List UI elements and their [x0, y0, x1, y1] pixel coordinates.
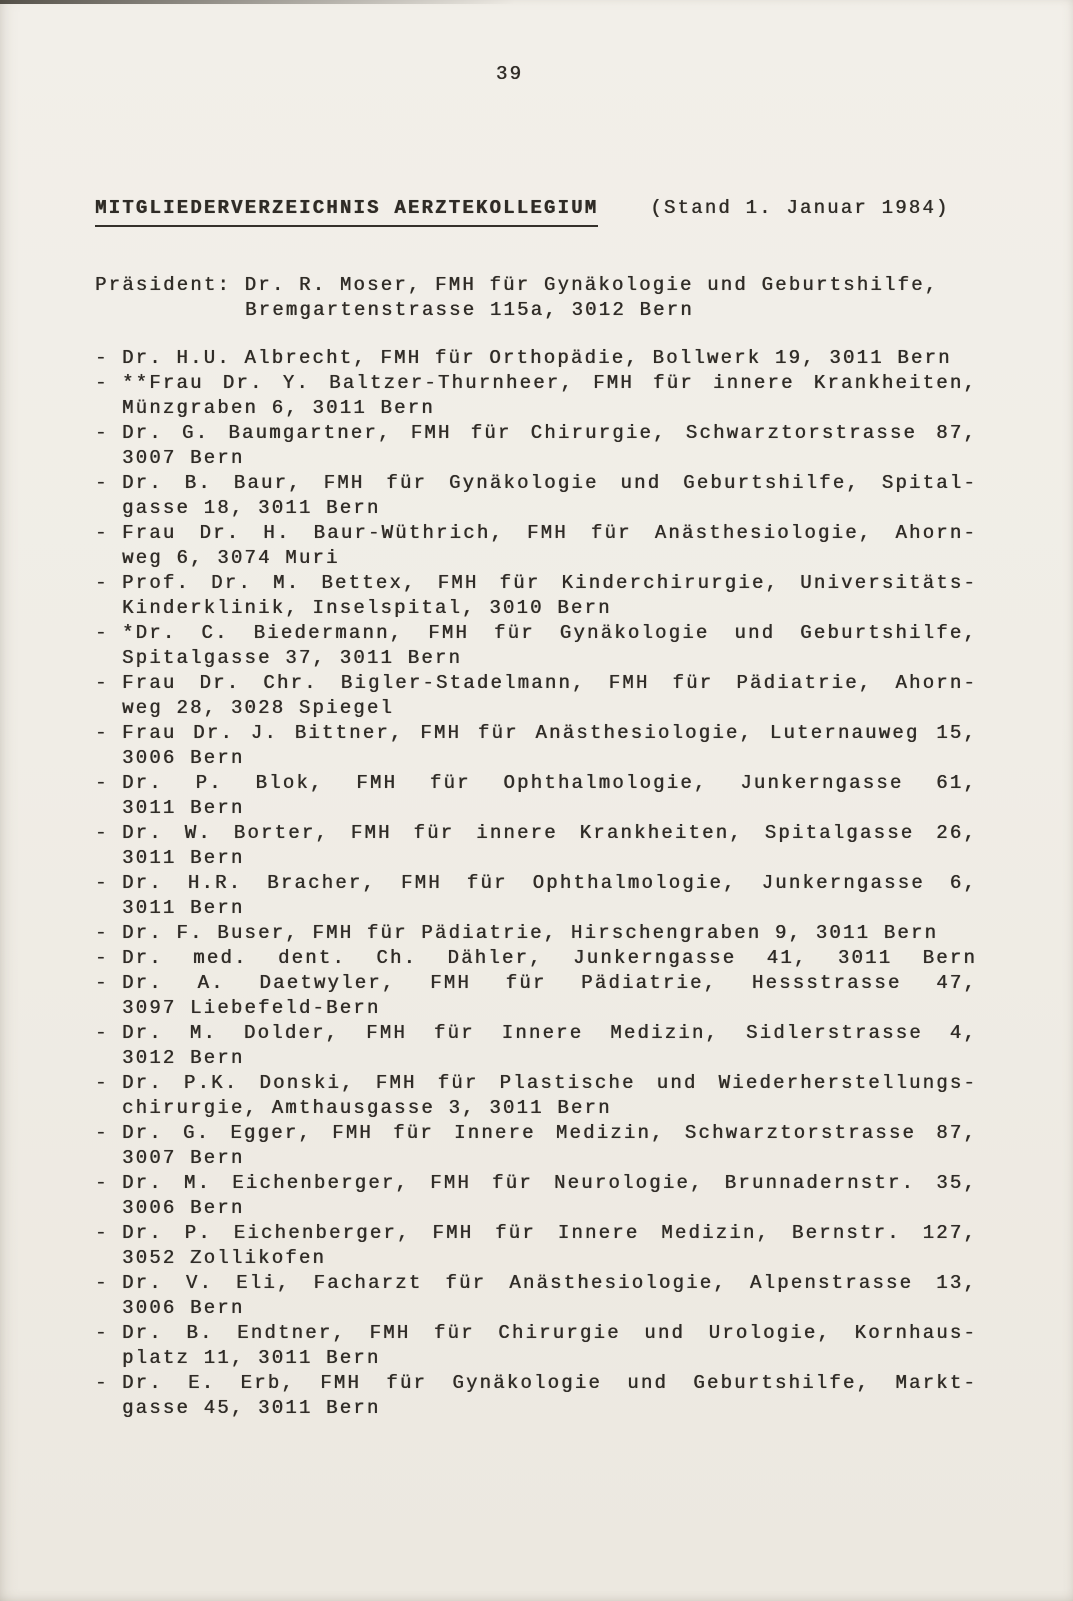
member-entry	[95, 571, 977, 621]
member-line: Dr. H.U. Albrecht, FMH für Orthopädie, Bollwerk 19, 3011 Bern	[122, 347, 952, 369]
member-line: Dr. H.R. Bracher, FMH für Ophthalmologie, Junkerngasse 6,	[122, 872, 977, 894]
member-entry	[95, 1121, 977, 1171]
praesident-line-1: Präsident: Dr. R. Moser, FMH für Gynäkologie und Geburtshilfe,	[95, 274, 939, 296]
member-entry	[95, 621, 977, 671]
member-entry	[95, 1321, 977, 1371]
member-line: Münzgraben 6, 3011 Bern	[122, 397, 435, 419]
list-dash-marker: -	[95, 722, 109, 744]
list-dash-marker: -	[95, 1172, 109, 1194]
member-line: Dr. B. Endtner, FMH für Chirurgie und Urologie, Kornhaus-	[122, 1322, 977, 1344]
member-line: 3006 Bern	[122, 1197, 245, 1219]
member-entry	[95, 1021, 977, 1071]
member-line: Dr. P. Blok, FMH für Ophthalmologie, Junkerngasse 61,	[122, 772, 977, 794]
member-entry	[95, 521, 977, 571]
member-line: gasse 45, 3011 Bern	[122, 1397, 381, 1419]
list-dash-marker: -	[95, 522, 109, 544]
list-dash-marker: -	[95, 1272, 109, 1294]
list-dash-marker: -	[95, 347, 109, 369]
member-line: Frau Dr. H. Baur-Wüthrich, FMH für Anästhesiologie, Ahorn-	[122, 522, 977, 544]
member-line: 3007 Bern	[122, 1147, 245, 1169]
member-line: 3052 Zollikofen	[122, 1247, 327, 1269]
list-dash-marker: -	[95, 622, 109, 644]
member-line: Dr. G. Egger, FMH für Innere Medizin, Schwarztorstrasse 87,	[122, 1122, 977, 1144]
member-line: Dr. M. Eichenberger, FMH für Neurologie, Brunnadernstr. 35,	[122, 1172, 977, 1194]
praesident-block	[95, 273, 977, 323]
member-entry	[95, 421, 977, 471]
member-entry	[95, 771, 977, 821]
list-dash-marker: -	[95, 972, 109, 994]
member-line: 3011 Bern	[122, 847, 245, 869]
member-entry	[95, 1221, 977, 1271]
list-dash-marker: -	[95, 672, 109, 694]
member-entry	[95, 671, 977, 721]
list-dash-marker: -	[95, 922, 109, 944]
list-dash-marker: -	[95, 1122, 109, 1144]
member-line: Dr. P. Eichenberger, FMH für Innere Medizin, Bernstr. 127,	[122, 1222, 977, 1244]
member-line: Dr. P.K. Donski, FMH für Plastische und Wiederherstellungs-	[122, 1072, 977, 1094]
member-entry	[95, 971, 977, 1021]
stand-date-note: (Stand 1. Januar 1984)	[650, 197, 950, 219]
member-line: weg 6, 3074 Muri	[122, 547, 340, 569]
member-entry	[95, 946, 977, 971]
member-line: Frau Dr. J. Bittner, FMH für Anästhesiologie, Luternauweg 15,	[122, 722, 977, 744]
list-dash-marker: -	[95, 1322, 109, 1344]
list-dash-marker: -	[95, 422, 109, 444]
member-entry	[95, 821, 977, 871]
member-entry	[95, 921, 977, 946]
list-dash-marker: -	[95, 947, 109, 969]
member-entry	[95, 371, 977, 421]
member-line: weg 28, 3028 Spiegel	[122, 697, 395, 719]
member-line: 3012 Bern	[122, 1047, 245, 1069]
member-line: **Frau Dr. Y. Baltzer-Thurnheer, FMH für innere Krankheiten,	[122, 372, 977, 394]
member-entry	[95, 471, 977, 521]
list-dash-marker: -	[95, 1022, 109, 1044]
member-line: Dr. G. Baumgartner, FMH für Chirurgie, Schwarztorstrasse 87,	[122, 422, 977, 444]
member-line: Dr. med. dent. Ch. Dähler, Junkerngasse 41, 3011 Bern	[122, 947, 977, 969]
member-line: Dr. A. Daetwyler, FMH für Pädiatrie, Hessstrasse 47,	[122, 972, 977, 994]
list-dash-marker: -	[95, 1372, 109, 1394]
member-line: 3011 Bern	[122, 797, 245, 819]
member-entry	[95, 871, 977, 921]
member-entry	[95, 1071, 977, 1121]
member-line: 3006 Bern	[122, 1297, 245, 1319]
member-line: platz 11, 3011 Bern	[122, 1347, 381, 1369]
member-line: 3097 Liebefeld-Bern	[122, 997, 381, 1019]
list-dash-marker: -	[95, 372, 109, 394]
member-list	[95, 346, 977, 1421]
member-entry	[95, 1371, 977, 1421]
member-line: Dr. E. Erb, FMH für Gynäkologie und Geburtshilfe, Markt-	[122, 1372, 977, 1394]
list-dash-marker: -	[95, 472, 109, 494]
document-title: MITGLIEDERVERZEICHNIS AERZTEKOLLEGIUM	[95, 196, 598, 227]
member-line: 3011 Bern	[122, 897, 245, 919]
member-entry	[95, 346, 977, 371]
list-dash-marker: -	[95, 822, 109, 844]
member-entry	[95, 1271, 977, 1321]
member-entry	[95, 721, 977, 771]
member-line: Kinderklinik, Inselspital, 3010 Bern	[122, 597, 612, 619]
list-dash-marker: -	[95, 572, 109, 594]
member-line: gasse 18, 3011 Bern	[122, 497, 381, 519]
document-header	[95, 196, 950, 227]
member-line: Dr. V. Eli, Facharzt für Anästhesiologie, Alpenstrasse 13,	[122, 1272, 977, 1294]
member-entry	[95, 1171, 977, 1221]
page-number: 39	[495, 63, 524, 85]
member-line: 3006 Bern	[122, 747, 245, 769]
member-line: Dr. B. Baur, FMH für Gynäkologie und Geburtshilfe, Spital-	[122, 472, 977, 494]
member-line: *Dr. C. Biedermann, FMH für Gynäkologie und Geburtshilfe,	[122, 622, 977, 644]
member-line: Dr. M. Dolder, FMH für Innere Medizin, Sidlerstrasse 4,	[122, 1022, 977, 1044]
list-dash-marker: -	[95, 1072, 109, 1094]
member-line: Dr. F. Buser, FMH für Pädiatrie, Hirschengraben 9, 3011 Bern	[122, 922, 939, 944]
member-line: 3007 Bern	[122, 447, 245, 469]
praesident-line-2: Bremgartenstrasse 115a, 3012 Bern	[245, 299, 694, 321]
list-dash-marker: -	[95, 872, 109, 894]
member-line: chirurgie, Amthausgasse 3, 3011 Bern	[122, 1097, 612, 1119]
member-line: Dr. W. Borter, FMH für innere Krankheiten, Spitalgasse 26,	[122, 822, 977, 844]
list-dash-marker: -	[95, 772, 109, 794]
list-dash-marker: -	[95, 1222, 109, 1244]
member-line: Spitalgasse 37, 3011 Bern	[122, 647, 463, 669]
member-line: Frau Dr. Chr. Bigler-Stadelmann, FMH für Pädiatrie, Ahorn-	[122, 672, 977, 694]
member-line: Prof. Dr. M. Bettex, FMH für Kinderchirurgie, Universitäts-	[122, 572, 977, 594]
